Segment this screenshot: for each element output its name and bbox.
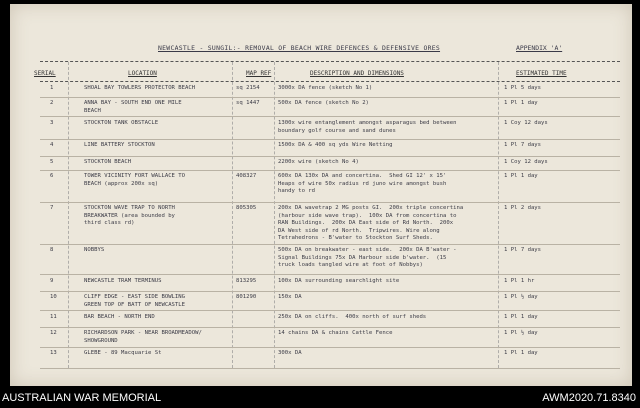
serial-cell: 10 [50, 294, 57, 300]
location-cell: STOCKTON TANK OBSTACLE [84, 120, 159, 126]
column-divider [274, 62, 275, 368]
description-cell: 2200x wire (sketch No 4) [278, 159, 359, 165]
description-cell: 1300x wire entanglement amongst asparagus bed between boundary golf course and sand dunes [278, 120, 457, 134]
header-description: DESCRIPTION AND DIMENSIONS [310, 70, 404, 77]
time-cell: 1 Pl 1 day [504, 100, 538, 106]
column-divider [232, 62, 233, 368]
time-cell: 1 Coy 12 days [504, 120, 548, 126]
description-cell: 150x DA [278, 294, 302, 300]
time-cell: 1 Pl 1 day [504, 314, 538, 320]
description-cell: 300x DA [278, 350, 302, 356]
time-cell: 1 Pl 5 days [504, 85, 542, 91]
map-ref-cell: 813295 [236, 278, 257, 284]
location-cell: NEWCASTLE TRAM TERMINUS [84, 278, 162, 284]
row-divider [40, 274, 620, 275]
serial-cell: 8 [50, 247, 54, 253]
description-cell: 1500x DA & 400 sq yds Wire Netting [278, 142, 393, 148]
serial-cell: 2 [50, 100, 54, 106]
serial-cell: 4 [50, 142, 54, 148]
location-cell: NOBBYS [84, 247, 105, 253]
location-cell: BAR BEACH - NORTH END [84, 314, 155, 320]
header-serial: SERIAL [34, 70, 56, 77]
serial-cell: 3 [50, 120, 54, 126]
footer-credit: AUSTRALIAN WAR MEMORIAL [2, 392, 162, 404]
description-cell: 600x DA 130x DA and concertina. Shed GI 12' x 15' Heaps of wire 50x radius rd juno wire amongst bush handy to rd [278, 173, 447, 194]
row-divider [40, 327, 620, 328]
serial-cell: 11 [50, 314, 57, 320]
serial-cell: 6 [50, 173, 54, 179]
serial-cell: 7 [50, 205, 54, 211]
row-divider [40, 156, 620, 157]
row-divider [40, 202, 620, 203]
time-cell: 1 Pl 1 hr [504, 278, 535, 284]
document-title: NEWCASTLE - SUNGIL:- REMOVAL OF BEACH WIRE DEFENCES & DEFENSIVE ORES [158, 44, 441, 52]
location-cell: GLEBE - 89 Macquarie St [84, 350, 162, 356]
location-cell: LINE BATTERY STOCKTON [84, 142, 155, 148]
serial-cell: 5 [50, 159, 54, 165]
header-location: LOCATION [128, 70, 157, 77]
row-divider [40, 170, 620, 171]
serial-cell: 1 [50, 85, 54, 91]
time-cell: 1 Pl 2 days [504, 205, 542, 211]
description-cell: 100x DA surrounding searchlight site [278, 278, 400, 284]
location-cell: STOCKTON BEACH [84, 159, 132, 165]
row-divider [40, 347, 620, 348]
column-divider [68, 62, 69, 368]
map-ref-cell: sq 2154 [236, 85, 260, 91]
serial-cell: 12 [50, 330, 57, 336]
time-cell: 1 Coy 12 days [504, 159, 548, 165]
location-cell: CLIFF EDGE - EAST SIDE BOWLING GREEN TOP OF BATT OF NEWCASTLE [84, 294, 186, 308]
map-ref-cell: 408327 [236, 173, 257, 179]
header-map-ref: MAP REF [246, 70, 272, 77]
location-cell: SHOAL BAY TOWLERS PROTECTOR BEACH [84, 85, 196, 91]
document-page [10, 4, 632, 386]
serial-cell: 13 [50, 350, 57, 356]
header-estimated-time: ESTIMATED TIME [516, 70, 567, 77]
time-cell: 1 Pl ½ day [504, 294, 538, 300]
header-top-rule [40, 61, 620, 62]
time-cell: 1 Pl 7 days [504, 142, 542, 148]
description-cell: 500x DA on breakwater - east side. 200x DA B'water - Signal Buildings 75x DA Harbour side b'water. (15 truck loads tangled wire at foot of Nobbys) [278, 247, 457, 268]
description-cell: 3000x DA fence (sketch No 1) [278, 85, 373, 91]
map-ref-cell: 801290 [236, 294, 257, 300]
time-cell: 1 Pl ½ day [504, 330, 538, 336]
serial-cell: 9 [50, 278, 54, 284]
column-divider [498, 62, 499, 368]
row-divider [40, 116, 620, 117]
location-cell: ANNA BAY - SOUTH END ONE MILE BEACH [84, 100, 182, 114]
row-divider [40, 244, 620, 245]
time-cell: 1 Pl 1 day [504, 173, 538, 179]
location-cell: TOWER VICINITY FORT WALLACE TO BEACH (approx 200x sq) [84, 173, 186, 187]
row-divider [40, 368, 620, 369]
row-divider [40, 310, 620, 311]
map-ref-cell: 805305 [236, 205, 257, 211]
description-cell: 250x DA on cliffs. 400x north of surf sheds [278, 314, 427, 320]
appendix-label: APPENDIX 'A' [516, 44, 563, 52]
location-cell: STOCKTON WAVE TRAP TO NORTH BREAKWATER (area bounded by third class rd) [84, 205, 175, 226]
time-cell: 1 Pl 1 day [504, 350, 538, 356]
time-cell: 1 Pl 7 days [504, 247, 542, 253]
header-bottom-rule [40, 81, 620, 82]
description-cell: 14 chains DA & chains Cattle Fence [278, 330, 393, 336]
description-cell: 500x DA fence (sketch No 2) [278, 100, 369, 106]
map-ref-cell: sq 1447 [236, 100, 260, 106]
row-divider [40, 291, 620, 292]
description-cell: 200x DA wavetrap 2 MG posts GI. 200x triple concertina (harbour side wave trap). 100x DA from concertina to RAN Buildings. 200x DA East side of Rd North. 200x DA West side of rd North. Tripwires. Wire along Tetrahedrons - B'water to Stockton Surf Sheds. [278, 205, 464, 241]
footer-accession-number: AWM2020.71.8340 [542, 392, 636, 404]
row-divider [40, 139, 620, 140]
row-divider [40, 97, 620, 98]
location-cell: RICHARDSON PARK - NEAR BROADMEADOW/ SHOWGROUND [84, 330, 202, 344]
